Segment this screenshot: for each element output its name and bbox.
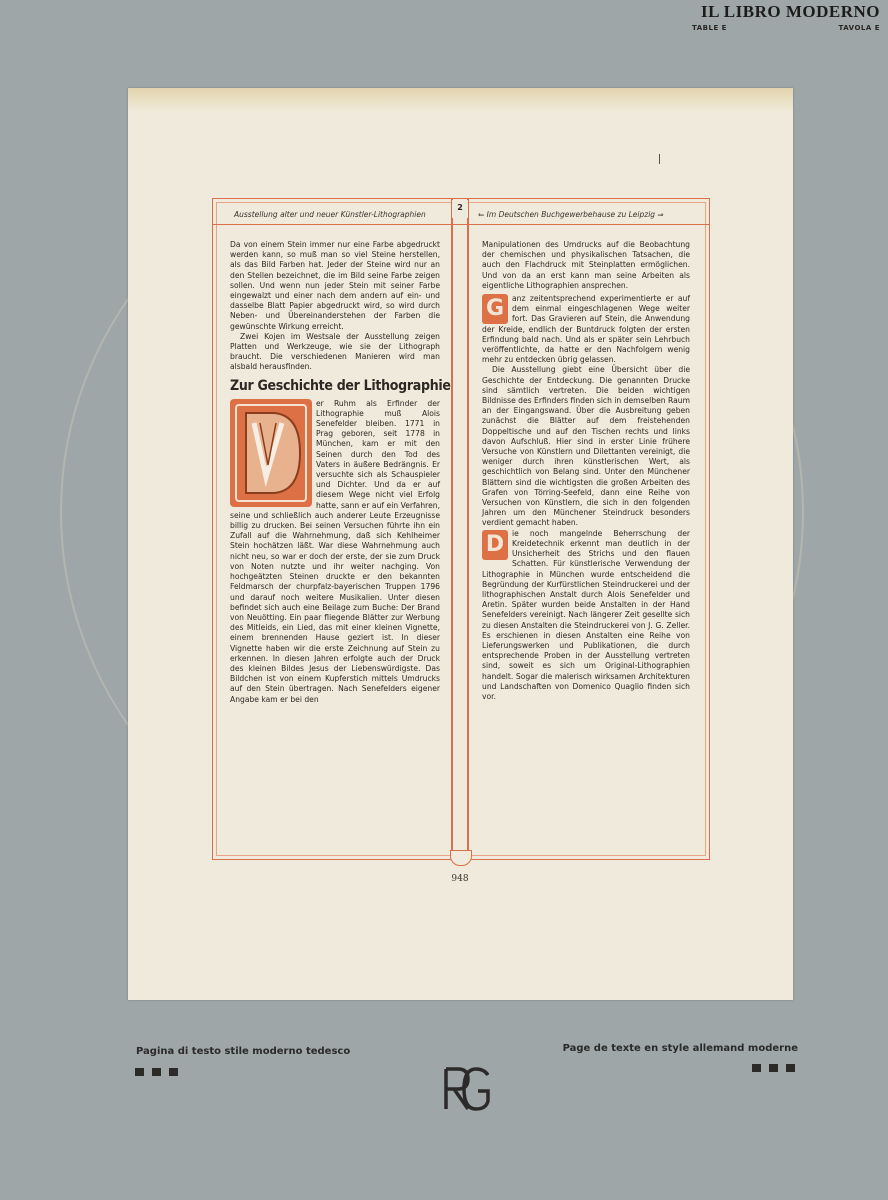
table-label-en: TABLE E [692,24,727,32]
gutter-rule-left [451,198,453,858]
pencil-mark [659,154,660,164]
drop-cap-letter: D [270,458,272,460]
text-column-left [230,240,451,705]
text-column-right [482,240,690,702]
monogram-text: RG [465,1095,467,1096]
rg-monogram-icon [440,1065,492,1113]
caption-french: Page de texte en style allemand moderne [562,1043,798,1054]
paragraph: Manipulationen des Umdrucks auf die Beobachtung der chemischen und physikalischen Tatsachen, die auch den Flachdruck mit Steinplatten ermöglichen. Und von da an erst kann man seine Arbeiten als eigentliche Lithographien ansprechen. [482,240,690,290]
drop-cap-d-icon [230,399,312,507]
initial-d: D [482,530,508,560]
drop-cap-d [230,399,312,507]
gutter-rule-right [467,198,469,858]
paragraph: er Ruhm als Erfinder der Lithographie muß Alois Senefelder bleiben. 1771 in Prag geboren, seit 1778 in München, kam er mit den Seinen durch den Tod des Vaters in äußere Bedrängnis. Er versuchte sich als Schauspieler und Dichter. Und da er auf diesem Wege nicht viel Erfolg hatte, sann er auf ein Verfahren, seine und schließlich auch anderer Leute Erzeugnisse billig zu drucken. Bei seinen Versuchen führte ihn ein Zufall auf die Wahrnehmung, daß sich Kehlheimer Stein hochätzen läßt. War diese Wahrnehmung auch nicht neu, so war er doch der erste, der sie zum Druck von Noten nutzte und ihr weiter nachging. Von hochgeätzten Steinen druckte er den bekannten Feldmarsch der churpfalz-bayerischen Truppen 1796 und darauf noch weitere Musikalien. Unter diesen befindet sich auch eine Beilage zum Buche: Der Brand von Neuötting. Ein paar fliegende Blätter zur Werbung des Mitleids, ein Lied, das mit einer kleinen Vignette, einem brennenden Hause geziert ist. In dieser Vignette haben wir die erste Zeichnung auf Stein zu erkennen. In diesen Jahren erfolgte auch der Druck des kleinen Bildes Jesus der Liebenswürdigste. Das Bildchen ist von einem Kupferstich mittels Umdrucks auf den Stein übertragen. Nach Senefelders eigener Angabe kam er bei den [230,398,440,704]
caption-italian: Pagina di testo stile moderno tedesco [136,1046,351,1057]
table-label-it: TAVOLA E [838,24,880,32]
tape-stain [128,88,793,112]
initial-g: G [482,294,508,324]
paragraph: Da von einem Stein immer nur eine Farbe abgedruckt werden kann, so muß man so viel Steine herstellen, als das Bild Farben hat. Jeder der Steine wird nur an den Stellen bezeichnet, die im Bild seine Farbe zeigen sollen. Und wenn nun jeder Stein mit seiner Farbe eingewalzt und einer nach dem andern auf ein- und dasselbe Blatt Papier abgedruckt wird, so wird durch Neben- und Übereinanderstehen der Farben die gewünschte Wirkung erreicht. [230,240,440,331]
paragraph: Zwei Kojen im Westsale der Ausstellung zeigen Platten und Werkzeuge, wie sie der Lithograph braucht. Die verschiedenen Manieren wird man alsbald herausfinden. [230,331,440,372]
bottom-ornament [450,850,472,866]
plate-header [688,0,888,40]
running-head-right: ⇐ Im Deutschen Buchgewerbehause zu Leipzig ⇒ [478,210,664,219]
paragraph: anz zeitentsprechend experimentierte er auf dem einmal eingeschlagenen Wege weiter fort. Das Gravieren auf Stein, die Anwendung der Kreide, endlich der Buntdruck folgten der ersten Erfindung bald nach. Und als er später sein Lehrbuch veröffentlichte, da hatte er den Nachfolgern wenig mehr zu entdecken übrig gelassen. [482,294,690,365]
ornament-squares-right [752,1064,795,1072]
running-head-left: Ausstellung alter und neuer Künstler-Lithographien [234,210,426,219]
page-label: 2 [452,200,468,218]
section-heading: Zur Geschichte der Lithographie [230,377,451,394]
paragraph: ie noch mangelnde Beherrschung der Kreidetechnik erkennt man deutlich in der Unsicherheit des Strichs und den flauen Schatten. Für künstlerische Verwendung der Lithographie in München wurde entscheidend die Begründung der Kurfürstlichen Steindruckerei und der lithographischen Anstalt durch Alois Senefelder und Aretin. Später wurden beide Anstalten in der Hand Senefelders vereinigt. Nach längerer Zeit gesellte sich zu diesen Anstalten die Steindruckerei von J. G. Zeller. Es erschienen in diesen Anstalten eine Reihe von Lieferungswerken und Publikationen, die durch entsprechende Proben in der Ausstellung vertreten sind, soweit es sich um Original-Lithographien handelt. Sogar die malerisch wirksamen Architekturen und Landschaften von Domenico Quaglio finden sich vor. [482,528,690,701]
specimen-sheet [128,88,793,1000]
ornament-squares-left [135,1068,178,1076]
folio: 948 [451,874,469,884]
plate-title: IL LIBRO MODERNO [701,2,880,21]
paragraph: Die Ausstellung giebt eine Übersicht über die Geschichte der Entdeckung. Die genannten Drucke sind sämtlich vertreten. Die beiden wichtigen Bildnisse des Erfinders finden sich in demselben Raum an der Eingangswand. Über die Ausbreitung geben zunächst die Blätter auf dem freistehenden Doppeltische und auf den Tischen rechts und links davon Aufschluß. Hier sind in erster Linie frühere Versuche von Künstlern und Dilettanten vereinigt, die weniger durch ihren künstlerischen Wert, als geschichtlich von Belang sind. Unter den Münchener Blättern sind die wichtigsten die großen Arbeiten des Grafen von Törring-Seefeld, dann eine Reihe von Versuchen von Künstlern, die sich in den folgenden Jahren um den Münchener Steindruck besonders verdient gemacht haben. [482,365,690,528]
